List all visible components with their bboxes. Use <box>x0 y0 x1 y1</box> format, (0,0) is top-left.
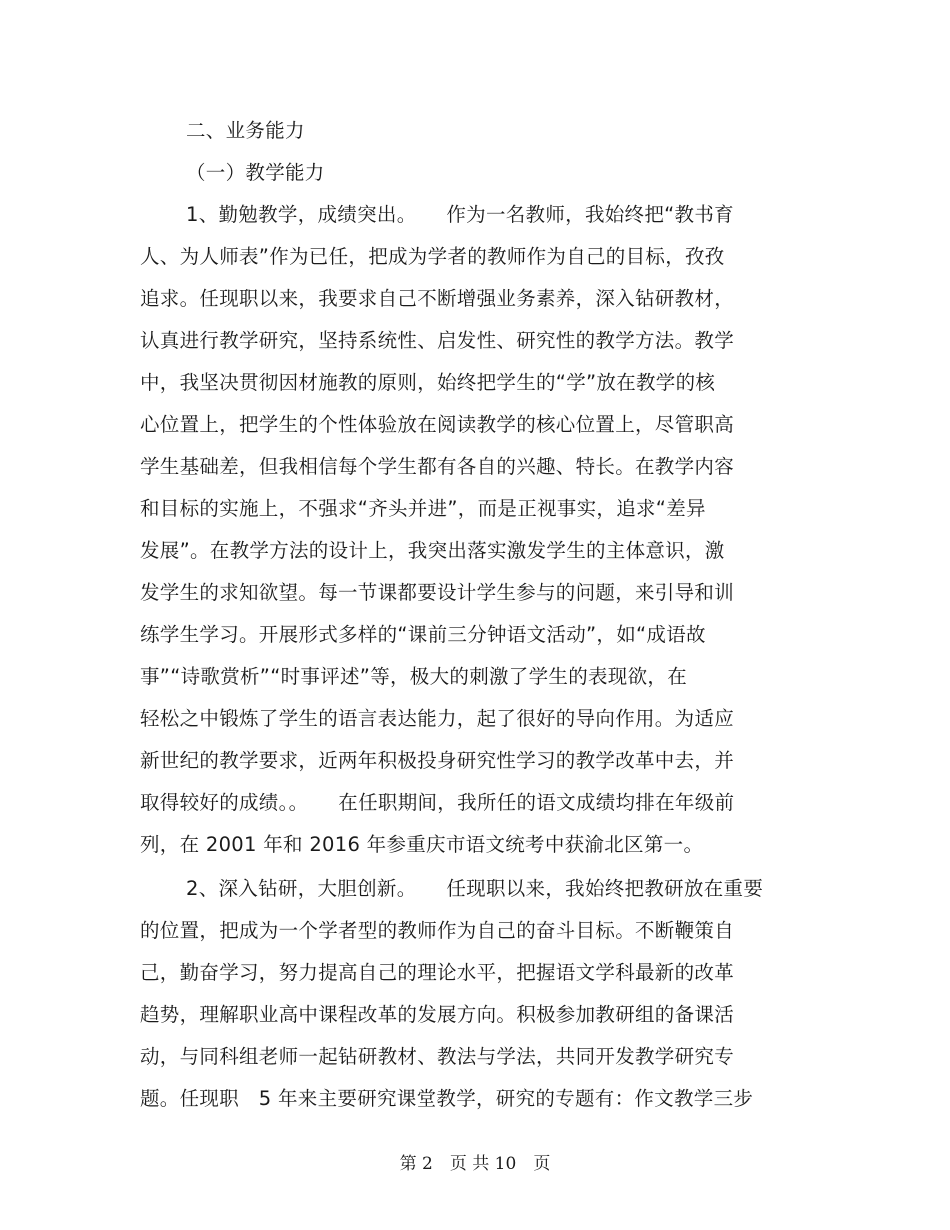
paragraph-line: 中，我坚决贯彻因材施教的原则，始终把学生的“学”放在教学的核 <box>140 371 716 394</box>
page-footer: 第 2 页 共 10 页 <box>399 1154 551 1174</box>
paragraph-line: 己，勤奋学习，努力提高自己的理论水平，把握语文学科最新的改革 <box>140 961 735 984</box>
paragraph-line: 题。任现职 5 年来主要研究课堂教学，研究的专题有：作文教学三步 <box>140 1087 754 1110</box>
paragraph-line: 练学生学习。开展形式多样的“课前三分钟语文活动”，如“成语故 <box>140 623 706 646</box>
paragraph-line: 新世纪的教学要求，近两年积极投身研究性学习的教学改革中去，并 <box>140 749 735 772</box>
paragraph-line: 和目标的实施上，不强求“齐头并进”，而是正视事实，追求“差异 <box>140 497 706 520</box>
paragraph-line: 学生基础差，但我相信每个学生都有各自的兴趣、特长。在教学内容 <box>140 455 735 478</box>
section-heading: 二、业务能力 <box>186 119 305 142</box>
paragraph-line: 的位置，把成为一个学者型的教师作为自己的奋斗目标。不断鞭策自 <box>140 919 735 942</box>
paragraph-line: 发学生的求知欲望。每一节课都要设计学生参与的问题，来引导和训 <box>140 581 735 604</box>
paragraph-line: 心位置上，把学生的个性体验放在阅读教学的核心位置上，尽管职高 <box>140 413 735 436</box>
paragraph-line: 趋势，理解职业高中课程改革的发展方向。积极参加教研组的备课活 <box>140 1003 735 1026</box>
subsection-heading: （一）教学能力 <box>186 161 325 184</box>
paragraph-line: 轻松之中锻炼了学生的语言表达能力，起了很好的导向作用。为适应 <box>140 707 735 730</box>
paragraph-line: 人、为人师表”作为已任，把成为学者的教师作为自己的目标，孜孜 <box>140 245 725 268</box>
paragraph-line: 追求。任现职以来，我要求自己不断增强业务素养，深入钻研教材， <box>140 287 735 310</box>
paragraph-line: 1、勤勉教学，成绩突出。 作为一名教师，我始终把“教书育 <box>186 203 734 226</box>
paragraph-line: 认真进行教学研究，坚持系统性、启发性、研究性的教学方法。教学 <box>140 329 735 352</box>
paragraph-line: 2、深入钻研，大胆创新。 任现职以来，我始终把教研放在重要 <box>186 877 764 900</box>
paragraph-line: 列，在 2001 年和 2016 年参重庆市语文统考中获渝北区第一。 <box>140 833 704 856</box>
paragraph-line: 取得较好的成绩。。 在任职期间，我所任的语文成绩均排在年级前 <box>140 791 735 814</box>
paragraph-line: 事”“诗歌赏析”“时事评述”等，极大的刺激了学生的表现欲，在 <box>140 665 688 688</box>
paragraph-line: 发展”。在教学方法的设计上，我突出落实激发学生的主体意识，激 <box>140 539 725 562</box>
paragraph-line: 动，与同科组老师一起钻研教材、教法与学法，共同开发教学研究专 <box>140 1045 735 1068</box>
